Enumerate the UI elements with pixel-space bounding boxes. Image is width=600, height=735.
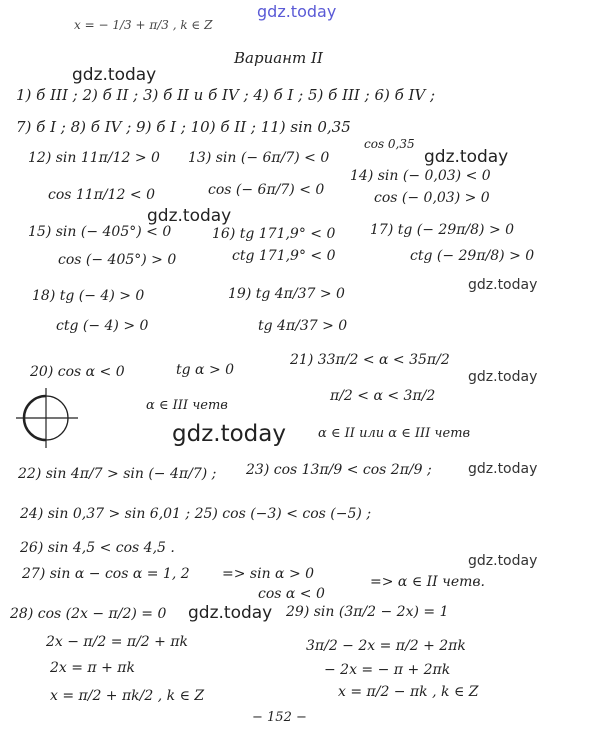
variant-title: Вариант II — [234, 49, 323, 67]
answer-28b: 2x − π/2 = π/2 + πk — [46, 634, 189, 650]
answer-27a: 27) sin α − cos α = 1, 2 — [22, 566, 190, 582]
answer-24-25: 24) sin 0,37 > sin 6,01 ; 25) cos (−3) < cos (−5) ; — [20, 506, 372, 522]
watermark: gdz.today — [468, 277, 538, 293]
answer-19b: tg 4π/37 > 0 — [258, 318, 348, 334]
answer-22: 22) sin 4π/7 > sin (− 4π/7) ; — [18, 466, 217, 482]
answer-21c: α ∈ II или α ∈ III четв — [318, 426, 471, 441]
answer-16b: ctg 171,9° < 0 — [232, 248, 336, 264]
watermark: gdz.today — [72, 65, 157, 85]
answer-13b: cos (− 6π/7) < 0 — [208, 182, 325, 198]
answer-26: 26) sin 4,5 < cos 4,5 . — [20, 540, 175, 556]
answer-20a: 20) cos α < 0 — [30, 364, 125, 380]
watermark: gdz.today — [468, 369, 538, 385]
answer-14a: 14) sin (− 0,03) < 0 — [350, 168, 491, 184]
answer-12a: 12) sin 11π/12 > 0 — [28, 150, 160, 166]
answer-29d: x = π/2 − πk , k ∈ Z — [338, 684, 479, 700]
watermark: gdz.today — [468, 553, 538, 569]
answer-17a: 17) tg (− 29π/8) > 0 — [370, 222, 515, 238]
answer-14b: cos (− 0,03) > 0 — [374, 190, 490, 206]
watermark: gdz.today — [172, 421, 286, 447]
watermark-top: gdz.today — [257, 2, 337, 21]
watermark: gdz.today — [147, 206, 232, 226]
answer-18a: 18) tg (− 4) > 0 — [32, 288, 145, 304]
answer-20c: α ∈ III четв — [146, 398, 228, 413]
watermark: gdz.today — [424, 147, 509, 167]
answer-28c: 2x = π + πk — [50, 660, 135, 676]
answer-11b: cos 0,35 — [364, 137, 415, 151]
answer-29c: − 2x = − π + 2πk — [324, 662, 451, 678]
watermark: gdz.today — [188, 603, 273, 623]
answer-21a: 21) 33π/2 < α < 35π/2 — [290, 352, 450, 368]
answer-20b: tg α > 0 — [176, 362, 235, 378]
answer-13a: 13) sin (− 6π/7) < 0 — [188, 150, 330, 166]
answer-15b: cos (− 405°) > 0 — [58, 252, 177, 268]
answer-16a: 16) tg 171,9° < 0 — [212, 226, 336, 242]
answer-17b: ctg (− 29π/8) > 0 — [410, 248, 535, 264]
page-number: − 152 − — [252, 710, 307, 725]
answers-row-2: 7) б I ; 8) б IV ; 9) б I ; 10) б II ; 11) sin 0,35 — [16, 118, 351, 136]
answer-18b: ctg (− 4) > 0 — [56, 318, 149, 334]
answer-19a: 19) tg 4π/37 > 0 — [228, 286, 345, 302]
answer-27b: => sin α > 0 — [222, 566, 315, 582]
answer-21b: π/2 < α < 3π/2 — [330, 388, 436, 404]
cut-off-line: x = − 1/3 + π/3 , k ∈ Z — [74, 18, 213, 32]
answer-23: 23) cos 13π/9 < cos 2π/9 ; — [246, 462, 432, 478]
answers-row-1: 1) б III ; 2) б II ; 3) б II и б IV ; 4) б I ; 5) б III ; 6) б IV ; — [16, 86, 436, 104]
answer-27d: => α ∈ II четв. — [370, 574, 486, 590]
answer-28d: x = π/2 + πk/2 , k ∈ Z — [50, 688, 205, 704]
watermark: gdz.today — [468, 461, 538, 477]
unit-circle-sketch — [12, 384, 82, 450]
answer-12b: cos 11π/12 < 0 — [48, 187, 155, 203]
answer-27c: cos α < 0 — [258, 586, 325, 602]
answer-29b: 3π/2 − 2x = π/2 + 2πk — [306, 638, 466, 654]
answer-28a: 28) cos (2x − π/2) = 0 — [10, 606, 167, 622]
answer-29a: 29) sin (3π/2 − 2x) = 1 — [286, 604, 449, 620]
answer-15a: 15) sin (− 405°) < 0 — [28, 224, 172, 240]
